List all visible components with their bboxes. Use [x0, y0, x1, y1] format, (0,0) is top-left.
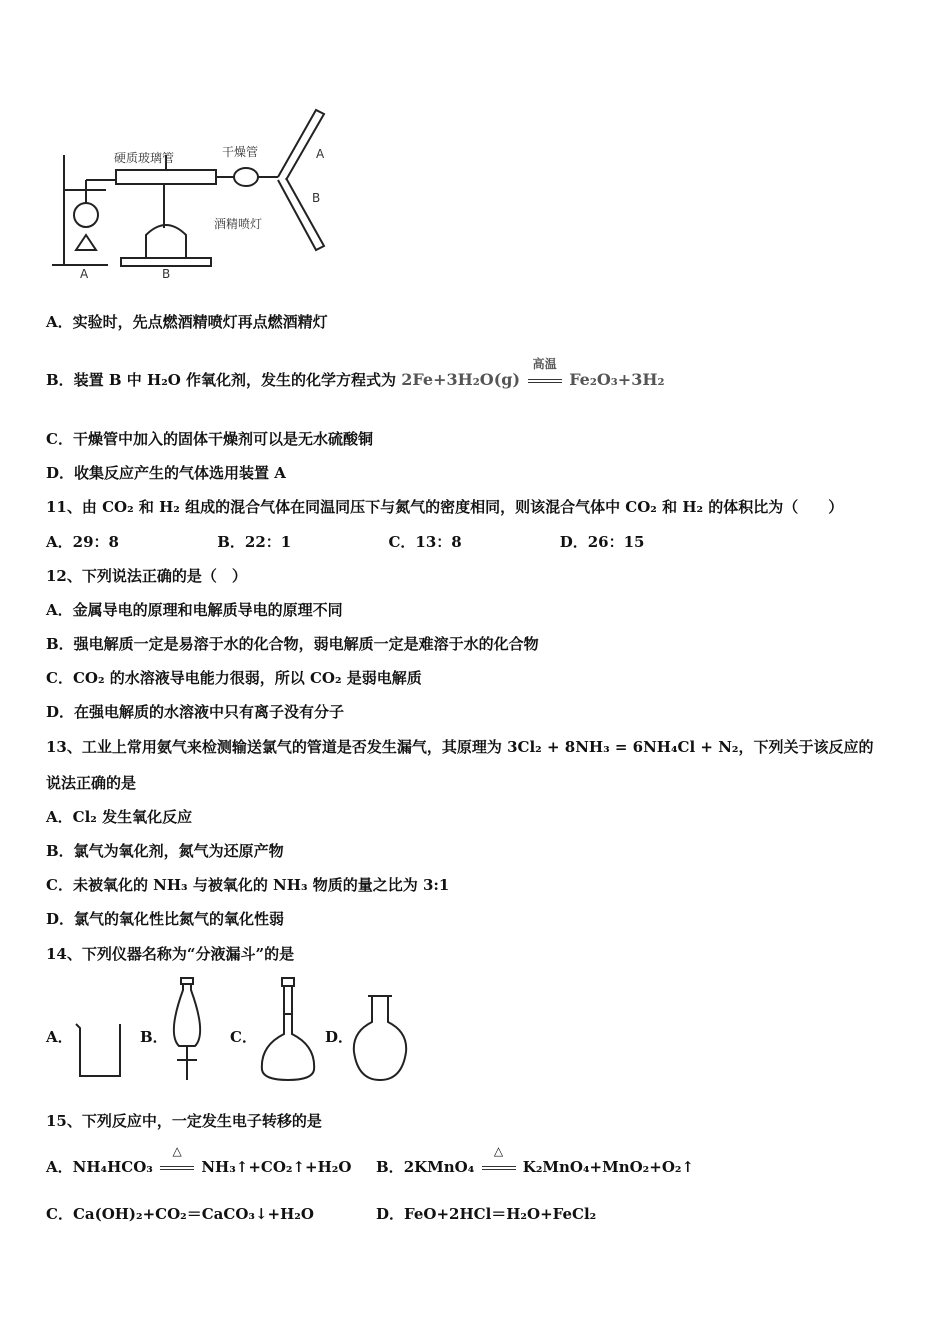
q15-option-a-label: A．	[46, 1158, 73, 1176]
q13-stem-line1: 13、工业上常用氨气来检测输送氯气的管道是否发生漏气，其原理为 3Cl₂ + 8NH₃ = 6NH₄Cl + N₂，下列关于该反应的	[46, 738, 874, 756]
q15-option-a	[46, 1144, 352, 1177]
label-glass-tube: 硬质玻璃管	[114, 151, 175, 165]
label-a-right: A	[316, 147, 325, 161]
q15-option-b-heat: △	[493, 1144, 504, 1158]
q10-option-d: D．收集反应产生的气体选用装置 A	[46, 464, 286, 482]
q13-option-a: A．Cl₂ 发生氧化反应	[46, 808, 193, 826]
beaker-icon	[70, 1018, 126, 1080]
q12-stem: 12、下列说法正确的是（ ）	[46, 567, 247, 585]
q12-option-d: D．在强电解质的水溶液中只有离子没有分子	[46, 703, 345, 721]
label-lamp: 酒精喷灯	[214, 217, 263, 231]
q15-option-a-heat: △	[172, 1144, 182, 1158]
q14-option-b-label: B．	[140, 1028, 168, 1046]
q15-option-b-right: K₂MnO₄+MnO₂+O₂↑	[522, 1158, 695, 1176]
q10-eq-left: 2Fe+3H₂O(g)	[401, 370, 521, 389]
q13-option-d: D．氯气的氧化性比氮气的氧化性弱	[46, 910, 285, 928]
q10-option-b-text: B．装置 B 中 H₂O 作氧化剂，发生的化学方程式为	[46, 371, 397, 389]
q11-option-a: A．29：8	[46, 533, 119, 551]
q10-equation	[401, 357, 665, 389]
q13-option-c: C．未被氧化的 NH₃ 与被氧化的 NH₃ 物质的量之比为 3:1	[46, 876, 450, 894]
label-b-bottom: B	[162, 267, 171, 280]
q15-option-a-condition	[160, 1144, 194, 1177]
q14-option-a-label: A．	[46, 1028, 73, 1046]
label-a-bottom: A	[80, 267, 89, 280]
q11-stem: 11、由 CO₂ 和 H₂ 组成的混合气体在同温同压下与氮气的密度相同，则该混合气体中 CO₂ 和 H₂ 的体积比为（ ）	[46, 498, 844, 516]
q14-option-d-label: D．	[325, 1028, 354, 1046]
q15-option-a-right: NH₃↑+CO₂↑+H₂O	[201, 1158, 352, 1176]
q12-option-a: A．金属导电的原理和电解质导电的原理不同	[46, 601, 343, 619]
apparatus-figure	[46, 100, 346, 280]
q10-eq-condition	[528, 357, 562, 390]
q11-option-c: C．13：8	[388, 533, 462, 551]
q15-option-b-left: 2KMnO₄	[403, 1158, 475, 1176]
q10-eq-cond-text: 高温	[532, 357, 557, 371]
volumetric-flask-icon	[256, 974, 320, 1084]
round-bottom-flask-icon	[348, 992, 412, 1084]
q10-option-b	[46, 357, 665, 390]
q13-option-b: B．氯气为氧化剂，氮气为还原产物	[46, 842, 284, 860]
separatory-funnel-icon	[165, 974, 209, 1084]
q10-option-c: C．干燥管中加入的固体干燥剂可以是无水硫酸铜	[46, 430, 373, 448]
q14-option-c-label: C．	[230, 1028, 257, 1046]
q11-option-b: B．22：1	[217, 533, 292, 551]
q13-stem-line2: 说法正确的是	[46, 774, 137, 792]
q11-options	[46, 532, 644, 552]
q14-stem: 14、下列仪器名称为“分液漏斗”的是	[46, 945, 295, 963]
q15-option-b-label: B．	[376, 1158, 404, 1176]
q15-option-b-condition	[482, 1144, 516, 1177]
q15-option-b	[376, 1144, 695, 1177]
q10-option-a: A．实验时，先点燃酒精喷灯再点燃酒精灯	[46, 313, 328, 331]
q15-option-a-left: NH₄HCO₃	[72, 1158, 153, 1176]
label-dry-tube: 干燥管	[222, 145, 259, 159]
q15-option-d: D．FeO+2HCl＝H₂O+FeCl₂	[376, 1205, 597, 1223]
q15-stem: 15、下列反应中，一定发生电子转移的是	[46, 1112, 322, 1130]
q12-option-b: B．强电解质一定是易溶于水的化合物，弱电解质一定是难溶于水的化合物	[46, 635, 539, 653]
q15-option-c: C．Ca(OH)₂+CO₂＝CaCO₃↓+H₂O	[46, 1205, 314, 1223]
q10-eq-right: Fe₂O₃+3H₂	[569, 370, 665, 389]
q12-option-c: C．CO₂ 的水溶液导电能力很弱，所以 CO₂ 是弱电解质	[46, 669, 422, 687]
q11-option-d: D．26：15	[559, 533, 645, 551]
label-b-right: B	[312, 191, 321, 205]
